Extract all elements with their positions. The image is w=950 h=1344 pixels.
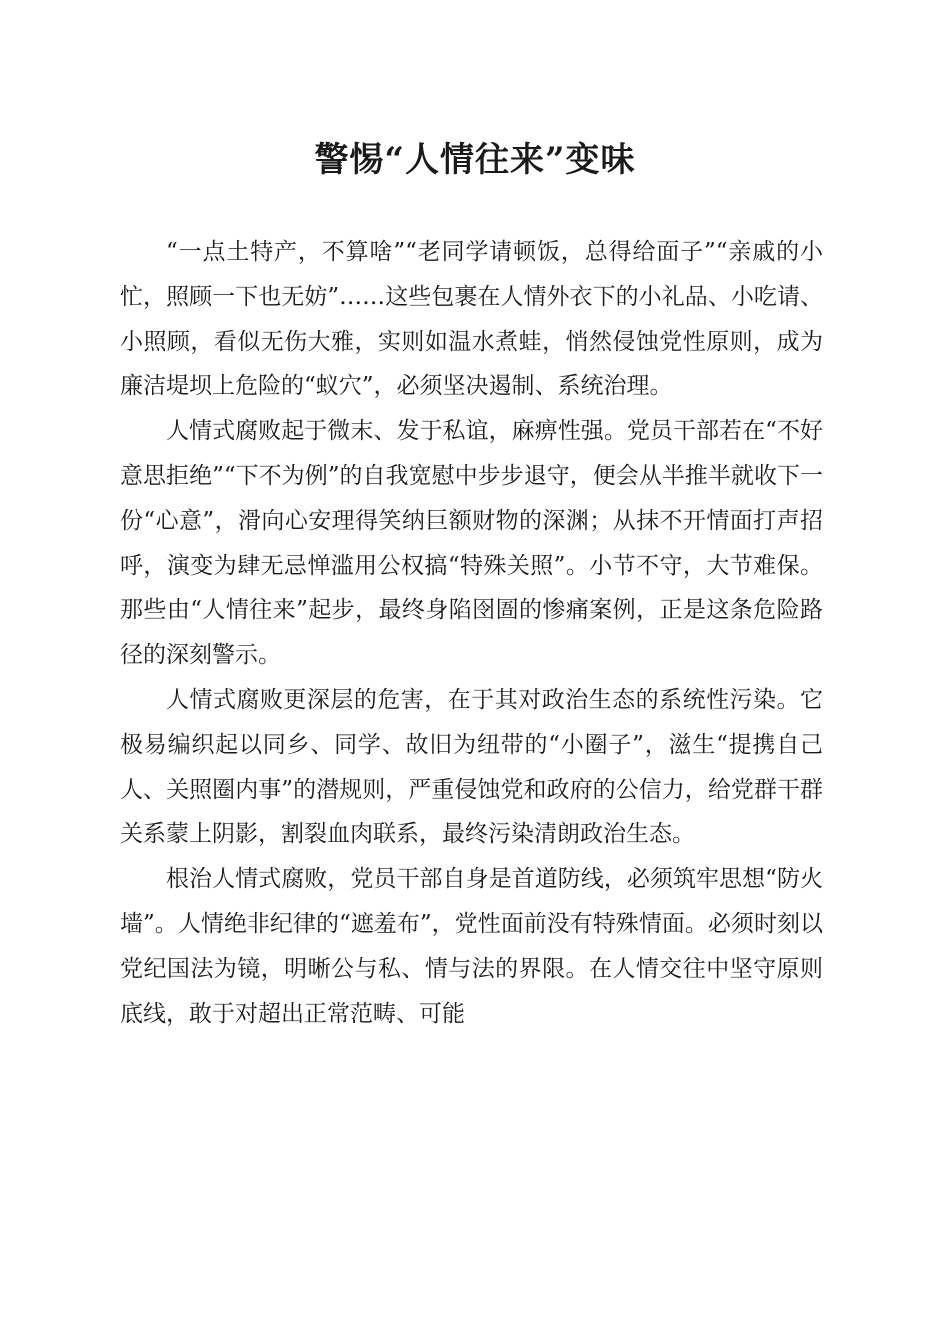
paragraph-4: 根治人情式腐败，党员干部自身是首道防线，必须筑牢思想“防火墙”。人情绝非纪律的“遮羞布”，党性面前没有特殊情面。必须时刻以党纪国法为镜，明晰公与私、情与法的界限。在人情交往中坚守原则底线，敢于对超出正常范畴、可能: [120, 866, 823, 1027]
paragraph-3: 人情式腐败更深层的危害，在于其对政治生态的系统性污染。它极易编织起以同乡、同学、故旧为纽带的“小圈子”，滋生“提携自己人、关照圈内事”的潜规则，严重侵蚀党和政府的公信力，给党群干群关系蒙上阴影，割裂血肉联系，最终污染清朗政治生态。: [120, 686, 823, 848]
paragraph-2: 人情式腐败起于微末、发于私谊，麻痹性强。党员干部若在“不好意思拒绝”“下不为例”的自我宽慰中步步退守，便会从半推半就收下一份“心意”，滑向心安理得笑纳巨额财物的深渊；从抹不开情面打声招呼，演变为肆无忌惮滥用公权搞“特殊关照”。小节不守，大节难保。那些由“人情往来”起步，最终身陷囹圄的惨痛案例，正是这条危险路径的深刻警示。: [120, 418, 823, 669]
document-title: 警惕“人情往来”变味: [314, 140, 636, 180]
document-body: [120, 230, 823, 1036]
paragraph-1: “一点土特产，不算啥”“老同学请顿饭，总得给面子”“亲戚的小忙，照顾一下也无妨”……这些包裹在人情外衣下的小礼品、小吃请、小照顾，看似无伤大雅，实则如温水煮蛙，悄然侵蚀党性原则，成为廉洁堤坝上危险的“蚁穴”，必须坚决遏制、系统治理。: [120, 239, 823, 400]
